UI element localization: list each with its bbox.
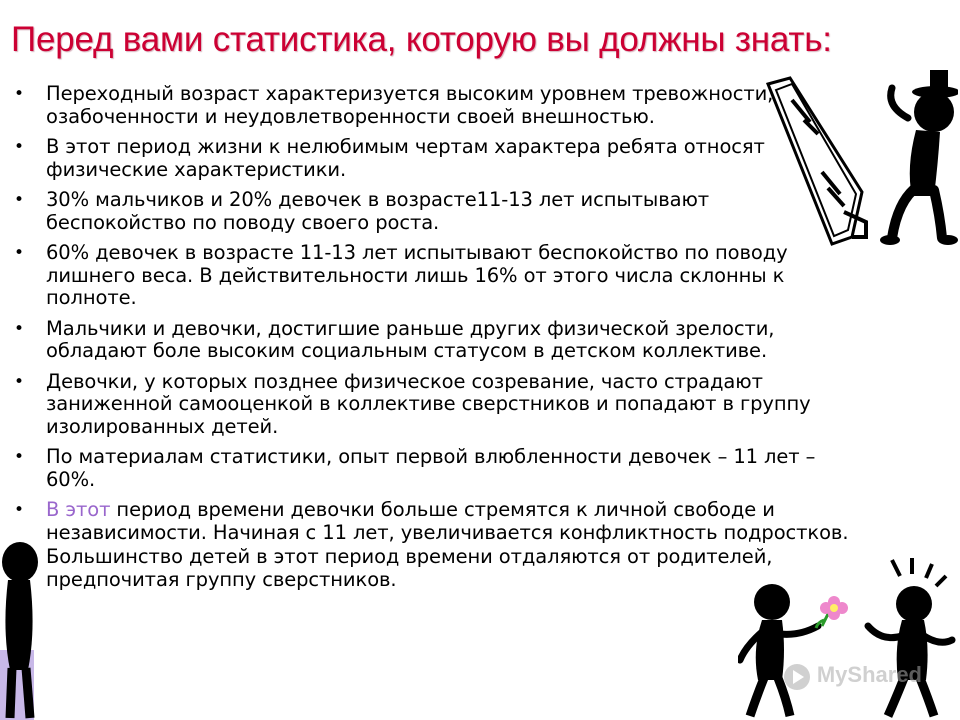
bullet-item: • 60% девочек в возрасте 11-13 лет испытывают беспокойство по поводу лишнего веса. В действительности лишь 16% от этого числа склонны к полноте. (14, 242, 854, 310)
bullet-item: • Большинство детей в этот период времени отдаляются от родителей, предпочитая группу сверстников. (14, 546, 854, 591)
watermark: MyShared (816, 662, 922, 687)
highlighted-text: В этот (46, 498, 111, 521)
bullet-item: • Мальчики и девочки, достигшие раньше других физической зрелости, обладают боле высоким социальным статусом в детском коллективе. (14, 318, 854, 363)
bullet-item: • В этот период жизни к нелюбимым чертам характера ребята относят физические характеристики. (14, 136, 854, 181)
boy-with-flower-clipart (738, 580, 868, 720)
standing-figure-clipart (0, 540, 48, 720)
figure-with-hat-clipart (878, 68, 958, 248)
bullet-item: • 30% мальчиков и 20% девочек в возрасте11-13 лет испытывают беспокойство по поводу своего роста. (14, 189, 854, 234)
mirror-clipart (762, 72, 872, 252)
girl-figure-clipart (852, 556, 960, 720)
bullet-text: период времени девочки больше стремятся к личной свободе и независимости. Начиная с 11 лет, увеличивается конфликтность подростков. (46, 498, 849, 544)
bullet-item: • Переходный возраст характеризуется высоким уровнем тревожности, озабоченности и неудовлетворенности своей внешностью. (14, 83, 854, 128)
bullet-list (14, 83, 854, 599)
bullet-item: • Девочки, у которых позднее физическое созревание, часто страдают заниженной самооценкой в коллективе сверстников и попадают в группу изолированных детей. (14, 371, 854, 439)
play-logo-icon (782, 662, 812, 692)
bullet-item (14, 499, 854, 544)
bullet-item: • По материалам статистики, опыт первой влюбленности девочек – 11 лет – 60%. (14, 446, 854, 491)
slide-title: Перед вами статистика, которую вы должны знать: (11, 20, 832, 59)
